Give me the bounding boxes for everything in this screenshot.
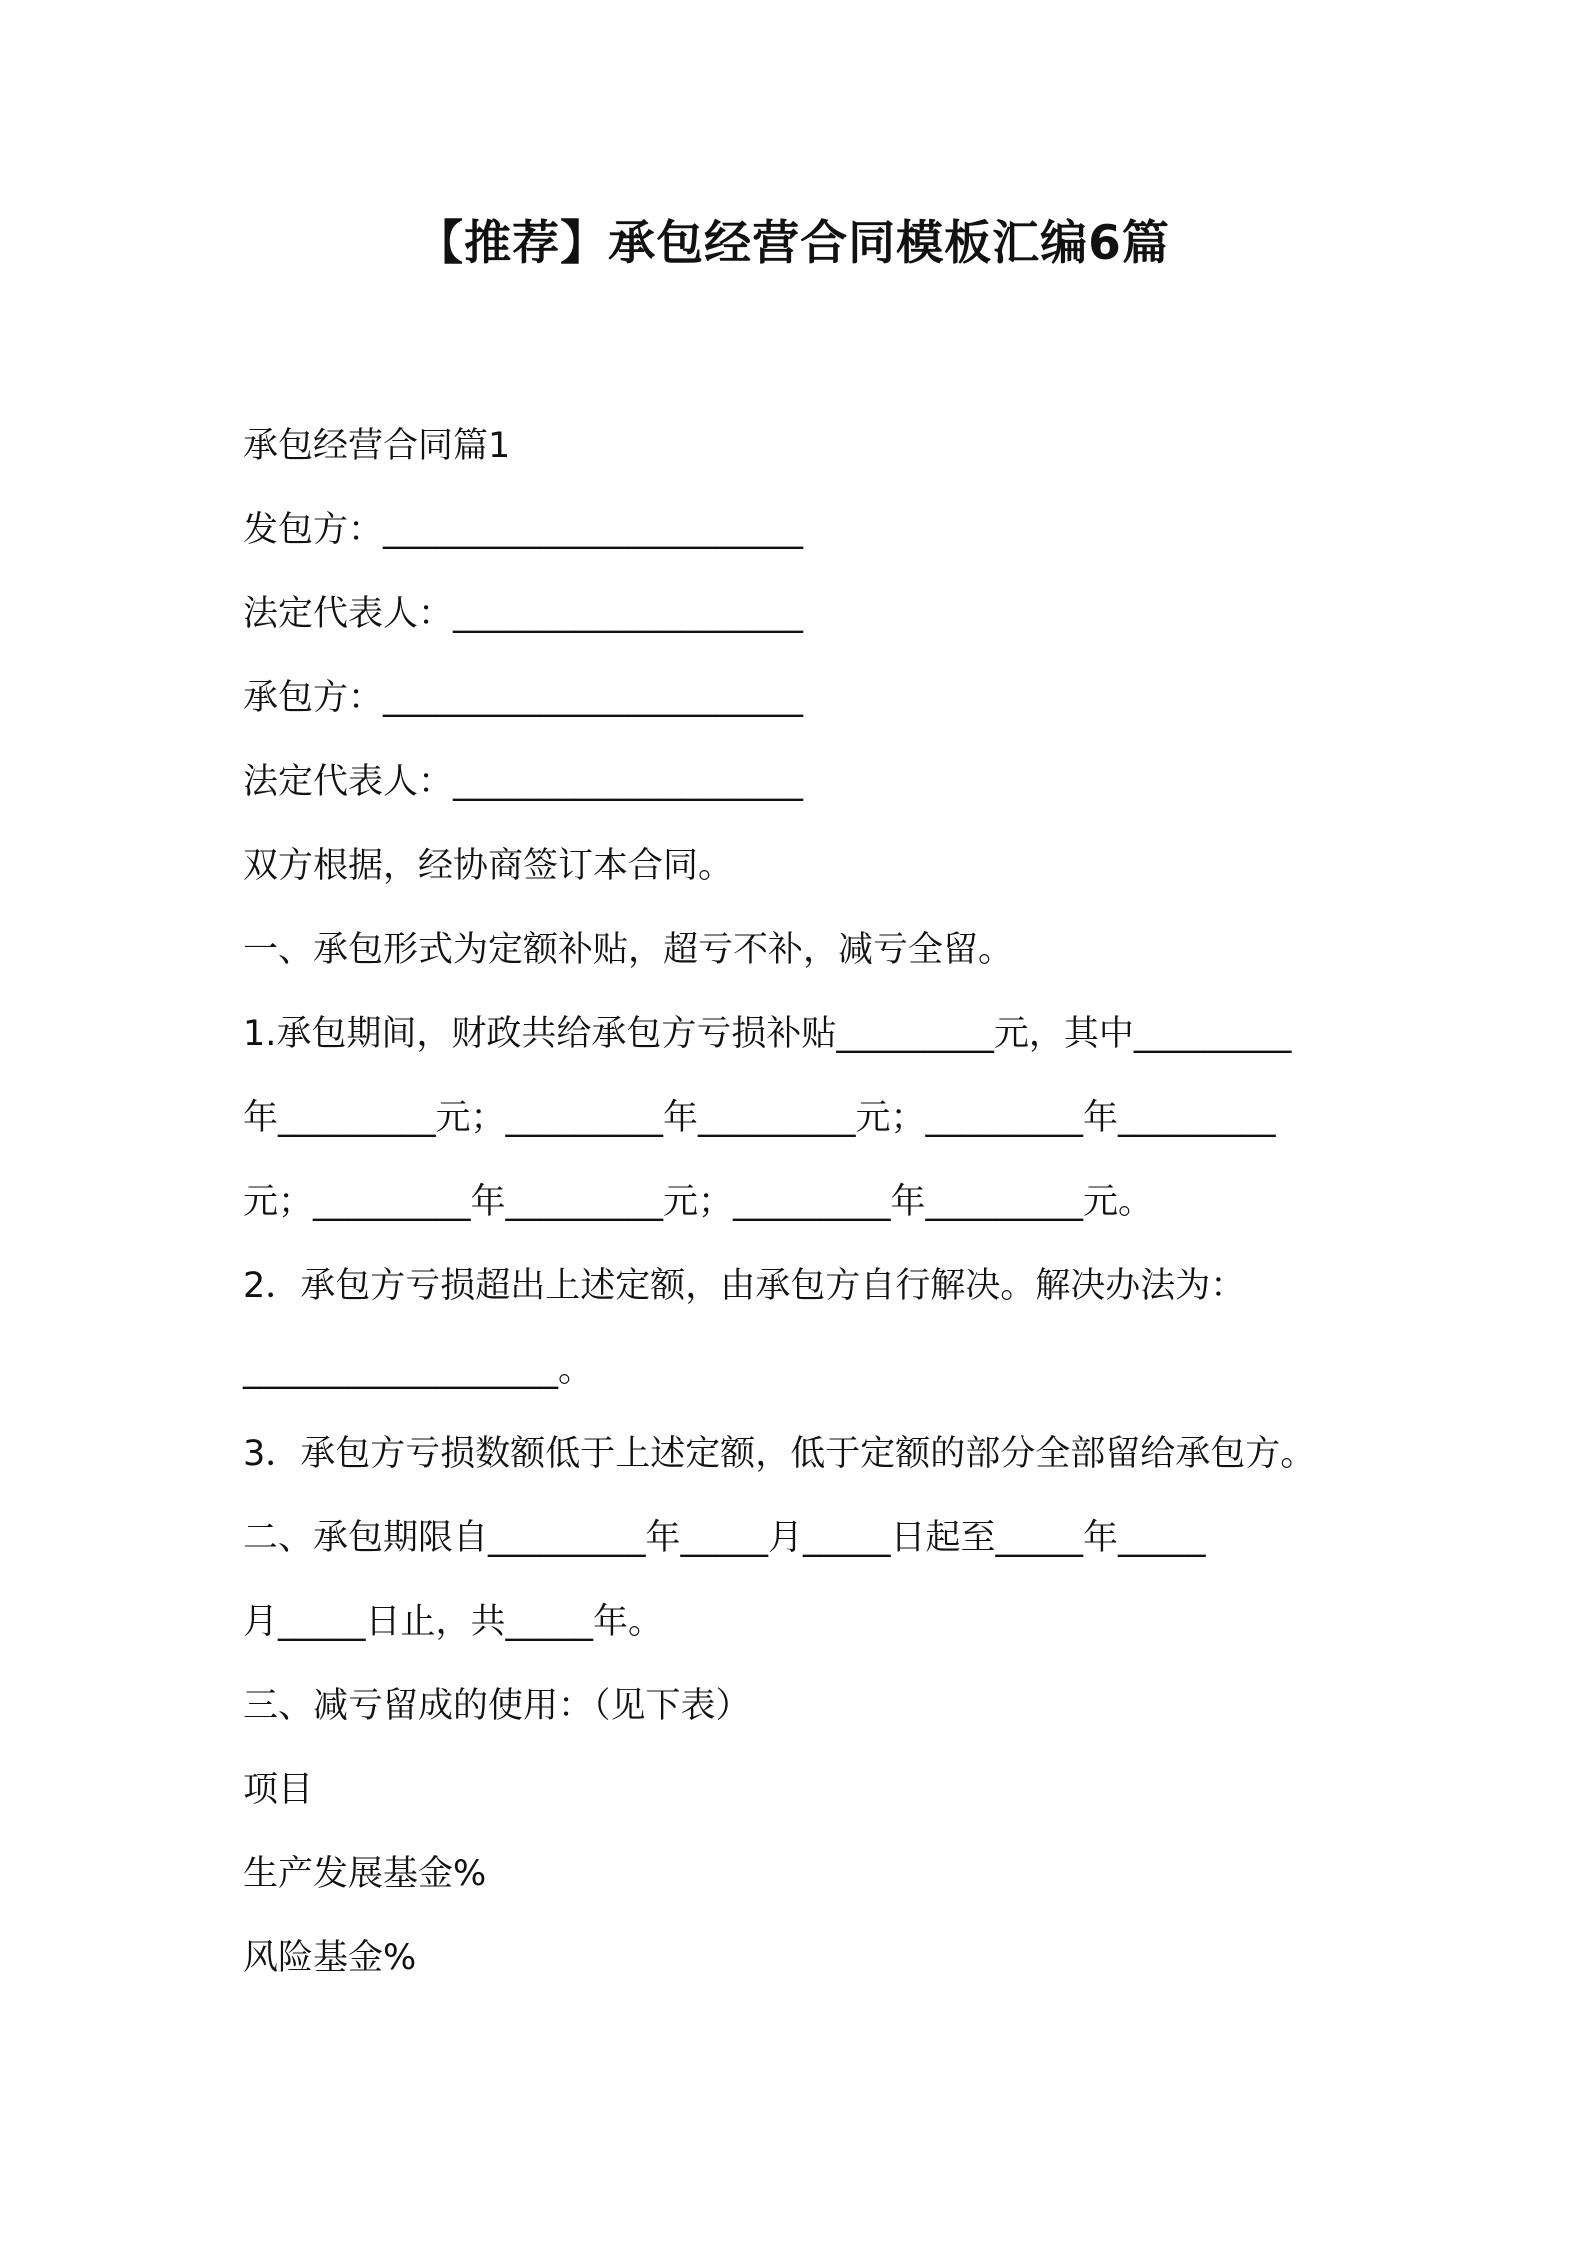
contractor-party-field: 发包方：________________________ <box>243 510 804 550</box>
clause-text-line: __________________。 <box>243 1350 594 1390</box>
table-label: 项目 <box>243 1770 314 1810</box>
document-body <box>243 404 1393 2000</box>
clause-one-heading: 一、承包形式为定额补贴，超亏不补，减亏全留。 <box>243 930 1014 970</box>
document-title: 【推荐】承包经营合同模板汇编6篇 <box>416 216 1170 271</box>
clause-text-line: 元；_________年_________元；_________年_________元。 <box>243 1182 1154 1222</box>
clause-two-heading: 二、承包期限自_________年_____月_____日起至_____年_____ <box>243 1518 1206 1558</box>
agreement-preamble: 双方根据，经协商签订本合同。 <box>243 846 734 886</box>
table-item: 风险基金% <box>243 1938 417 1978</box>
clause-text-line: 年_________元；_________年_________元；_________年_________ <box>243 1098 1276 1138</box>
section-heading: 承包经营合同篇1 <box>243 426 511 466</box>
clause-text-line: 1.承包期间，财政共给承包方亏损补贴_________元，其中_________ <box>243 1014 1292 1054</box>
clause-text-line: 3．承包方亏损数额低于上述定额，低于定额的部分全部留给承包方。 <box>243 1434 1316 1474</box>
clause-text-line: 2．承包方亏损超出上述定额，由承包方自行解决。解决办法为： <box>243 1266 1246 1306</box>
table-item: 生产发展基金% <box>243 1854 487 1894</box>
contractee-party-field: 承包方：________________________ <box>243 678 804 718</box>
contractor-representative-field: 法定代表人：____________________ <box>243 594 804 634</box>
contractee-representative-field: 法定代表人：____________________ <box>243 762 804 802</box>
clause-text-line: 月_____日止，共_____年。 <box>243 1602 664 1642</box>
clause-three-heading: 三、减亏留成的使用：（见下表） <box>243 1686 751 1726</box>
